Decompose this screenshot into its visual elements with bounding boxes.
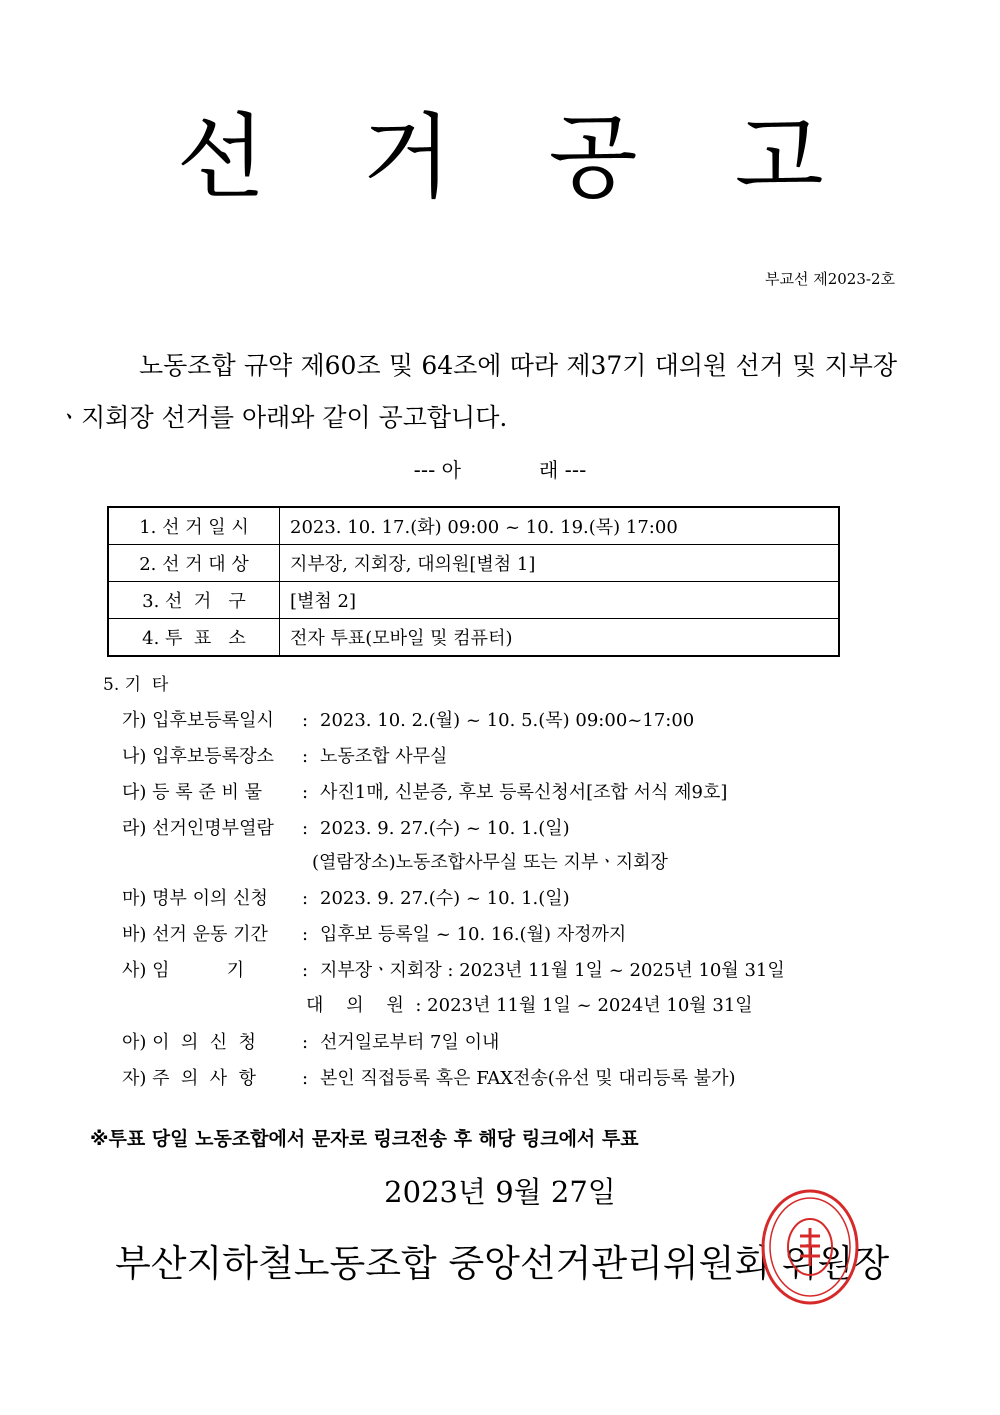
item-label: 마) 명부 이의 신청 — [122, 888, 268, 909]
table-label: 2. 선 거 대 상 — [108, 545, 280, 582]
item-label: 가) 입후보등록일시 — [122, 710, 274, 731]
item-row: 가) 입후보등록일시 : 2023. 10. 2.(월) ~ 10. 5.(목) 09:00~17:00 — [122, 706, 694, 732]
election-info-table — [107, 506, 840, 657]
table-value: 전자 투표(모바일 및 컴퓨터) — [280, 619, 840, 657]
item-label: 바) 선거 운동 기간 — [122, 924, 268, 945]
table-label: 4. 투 표 소 — [108, 619, 280, 657]
table-row — [108, 545, 839, 582]
item-label: 자) 주 의 사 항 — [122, 1068, 257, 1089]
item-label: 나) 입후보등록장소 — [122, 746, 274, 767]
item-row: 라) 선거인명부열람 : 2023. 9. 27.(수) ~ 10. 1.(일) — [122, 814, 570, 840]
item-row — [312, 848, 668, 874]
item-value: 선거일로부터 7일 이내 — [320, 1032, 500, 1053]
item-row: 아) 이 의 신 청 : 선거일로부터 7일 이내 — [122, 1028, 499, 1054]
table-label: 3. 선 거 구 — [108, 582, 280, 619]
official-seal-icon — [760, 1188, 860, 1306]
item-value: 2023. 10. 2.(월) ~ 10. 5.(목) 09:00~17:00 — [320, 710, 695, 731]
item-label: 라) 선거인명부열람 — [122, 818, 274, 839]
etc-heading: 5. 기 타 — [103, 675, 169, 695]
page-title: 선 거 공 고 — [176, 104, 858, 211]
item-value: 사진1매, 신분증, 후보 등록신청서[조합 서식 제9호] — [320, 782, 728, 803]
below-right: 래 --- — [539, 458, 587, 482]
term-delegate: 대 의 원 : 2023년 11월 1일 ~ 2024년 10월 31일 — [306, 995, 753, 1016]
item-value: 2023. 9. 27.(수) ~ 10. 1.(일) — [320, 888, 570, 909]
viewing-place-label: (열람장소) — [312, 852, 396, 873]
table-row — [108, 619, 839, 657]
item-row: 다) 등 록 준 비 물 : 사진1매, 신분증, 후보 등록신청서[조합 서식 제9호] — [122, 778, 727, 804]
table-row — [108, 582, 839, 619]
announcement-date: 2023년 9월 27일 — [384, 1175, 616, 1209]
item-row: 바) 선거 운동 기간 : 입후보 등록일 ~ 10. 16.(월) 자정까지 — [122, 920, 626, 946]
item-row: 자) 주 의 사 항 : 본인 직접등록 혹은 FAX전송(유선 및 대리등록 불가) — [122, 1064, 735, 1090]
item-value: 본인 직접등록 혹은 FAX전송(유선 및 대리등록 불가) — [320, 1068, 736, 1089]
item-row: 사) 임 기 : 지부장ㆍ지회장 : 2023년 11월 1일 ~ 2025년 10월 31일 — [122, 956, 785, 982]
chair-title: 위원장 — [781, 1242, 890, 1285]
document-number: 부교선 제2023-2호 — [764, 270, 895, 288]
item-row: 나) 입후보등록장소 : 노동조합 사무실 — [122, 742, 447, 768]
table-value: 지부장, 지회장, 대의원[별첨 1] — [280, 545, 840, 582]
viewing-place-value: 노동조합사무실 또는 지부ㆍ지회장 — [395, 852, 668, 873]
item-label: 사) 임 기 — [122, 960, 245, 981]
intro-paragraph: 노동조합 규약 제60조 및 64조에 따라 제37기 대의원 선거 및 지부장ㆍ지회장 선거를 아래와 같이 공고합니다. — [57, 351, 897, 432]
item-label: 아) 이 의 신 청 — [122, 1032, 257, 1053]
below-heading — [0, 454, 1000, 483]
organization-label: 부산지하철노동조합 중앙선거관리위원회 — [115, 1242, 771, 1285]
table-label: 1. 선 거 일 시 — [108, 507, 280, 545]
table-value: [별첨 2] — [280, 582, 840, 619]
below-left: --- 아 — [413, 458, 461, 482]
voting-notice: ※투표 당일 노동조합에서 문자로 링크전송 후 해당 링크에서 투표 — [90, 1128, 639, 1150]
item-value: 노동조합 사무실 — [320, 746, 448, 767]
item-value: 입후보 등록일 ~ 10. 16.(월) 자정까지 — [320, 924, 627, 945]
item-row: 마) 명부 이의 신청 : 2023. 9. 27.(수) ~ 10. 1.(일) — [122, 884, 570, 910]
table-row — [108, 507, 839, 545]
item-label: 다) 등 록 준 비 물 — [122, 782, 262, 803]
item-value: 2023. 9. 27.(수) ~ 10. 1.(일) — [320, 818, 570, 839]
item-value: 지부장ㆍ지회장 : 2023년 11월 1일 ~ 2025년 10월 31일 — [320, 960, 785, 981]
table-value: 2023. 10. 17.(화) 09:00 ~ 10. 19.(목) 17:00 — [280, 507, 840, 545]
